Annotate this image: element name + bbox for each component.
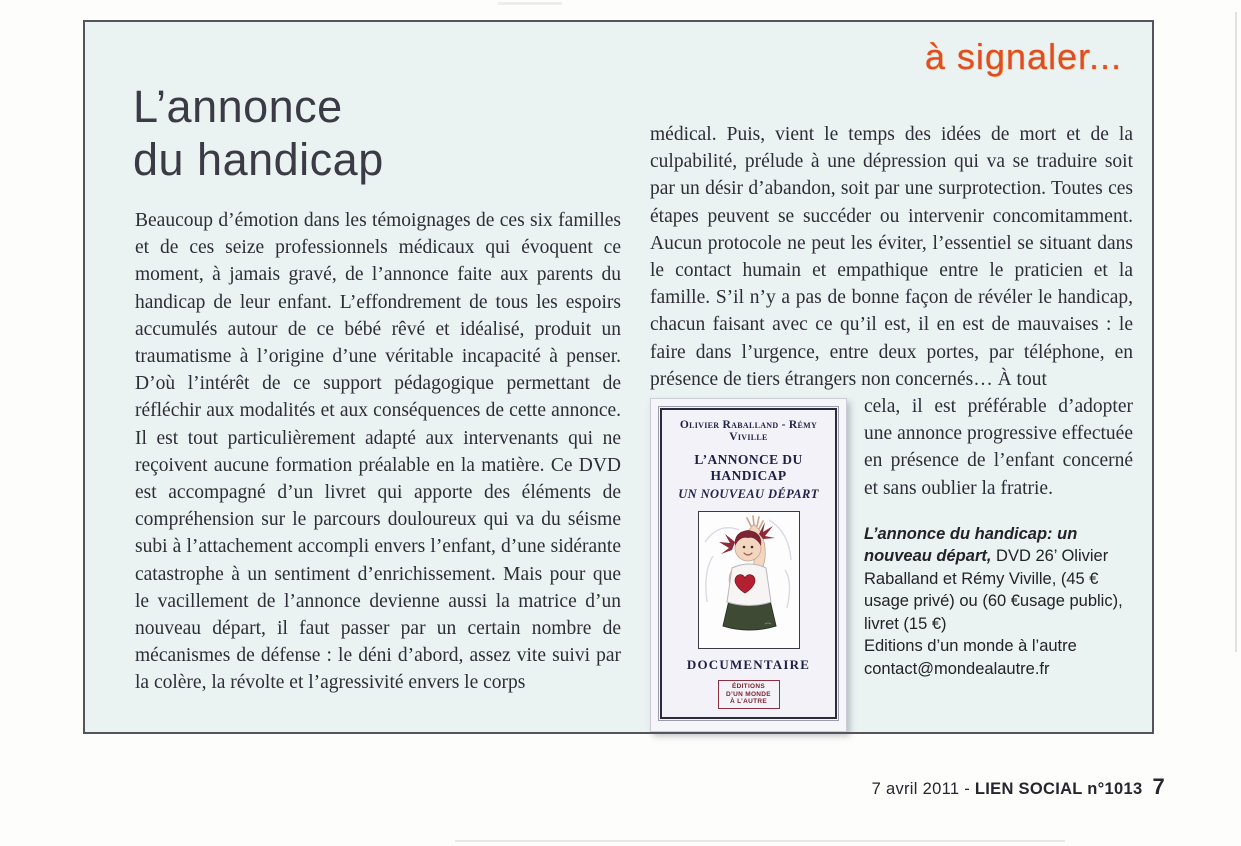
article-paragraph-right-wrap: cela, il est préférable d’adopter une annonce progressive effectuée en présence de l’enfant concerné et sans oublier la fratrie.	[864, 396, 1133, 499]
article-column-left	[135, 207, 621, 697]
dvd-cover-illustration	[698, 511, 800, 649]
article-paragraph-left: Beaucoup d’émotion dans les témoignages de ces six familles et de ces seize professionnels médicaux qui évoquent ce moment, à jamais gravé, de l’annonce faite aux parents du handicap de leur enfant. L’effondrement de tous les espoirs accumulés autour de ce bébé rêvé et idéalisé, produit un traumatisme à l’origine d’une véritable incapacité à penser. D’où l’intérêt de ce support pédagogique permettant de réfléchir aux modalités et aux conséquences de cette annonce. Il est tout particulièrement adapté aux intervenants qui ne reçoivent aucune formation préalable en la matière. Ce DVD est accompagné d’un livret qui apporte des éléments de compréhension sur le parcours douloureux qui va du séisme subi à l’attachement accompli envers l’enfant, d’une sidérante catastrophe à un sentiment d’enrichissement. Mais pour que le vacillement de l’annonce devienne aussi la matrice d’un nouveau départ, il faut passer par un certain nombre de mécanismes de défense : le déni d’abord, assez vite suivi par la colère, la révolte et l’agressivité envers le corps	[135, 210, 621, 694]
article-title	[133, 80, 384, 186]
girl-with-heart-illustration	[699, 512, 799, 648]
footer-date: 7 avril 2011 -	[871, 780, 975, 798]
dvd-cover-frame	[660, 408, 837, 719]
dvd-cover-title: L’ANNONCE DU HANDICAP	[694, 452, 803, 484]
wrap-zone	[650, 393, 1133, 706]
dvd-cover-genre: DOCUMENTAIRE	[686, 657, 811, 673]
footer-magazine: LIEN SOCIAL n°1013	[974, 780, 1143, 798]
article-title-line1: L’annonce	[133, 81, 343, 132]
dvd-cover-authors: Olivier Raballand - Rémy Viville	[679, 419, 818, 444]
dvd-cover-subtitle: UN NOUVEAU DÉPART	[678, 487, 819, 502]
caption-title: L’annonce du handicap: un nouveau départ,	[864, 524, 1078, 566]
publisher-line-1: ÉDITIONS	[731, 683, 766, 691]
article-panel	[83, 20, 1154, 734]
caption-details: DVD 26’ Olivier Raballand et Rémy Viville, (45 € usage privé) ou (60 €usage public), livret (15 €)	[864, 547, 1123, 633]
article-paragraph-right-top: médical. Puis, vient le temps des idées de mort et de la culpabilité, prélude à une dépression qui va se traduire soit par un désir d’abandon, soit par une surprotection. Toutes ces étapes peuvent se succéder ou intervenir concomitamment. Aucun protocole ne peut les éviter, l’essentiel se situant dans le contact humain et empathique entre le praticien et la famille. S’il n’y a pas de bonne façon de révéler le handicap, chacun faisant avec ce qu’il est, il en est de mauvaises : le faire dans l’urgence, entre deux portes, par téléphone, en présence de tiers étrangers non concernés… À tout	[650, 124, 1133, 390]
caption-publisher: Editions d’un monde à l’autre	[864, 637, 1077, 656]
footer-page-number: 7	[1152, 774, 1165, 799]
scan-edge-line	[1235, 12, 1237, 652]
dvd-cover	[650, 398, 847, 732]
publisher-line-2: D’UN MONDE	[726, 690, 771, 698]
caption-email: contact@mondealautre.fr	[864, 659, 1050, 678]
article-title-line2: du handicap	[133, 134, 384, 185]
dvd-cover-card	[650, 398, 847, 732]
section-label: à signaler...	[924, 36, 1122, 77]
dvd-cover-publisher-logo	[718, 680, 780, 709]
scan-smudge-top	[498, 2, 562, 5]
scan-smudge-bottom	[455, 840, 1065, 842]
publisher-line-3: À L’AUTRE	[729, 698, 767, 706]
page-footer	[0, 774, 1165, 800]
article-column-right	[650, 121, 1133, 734]
